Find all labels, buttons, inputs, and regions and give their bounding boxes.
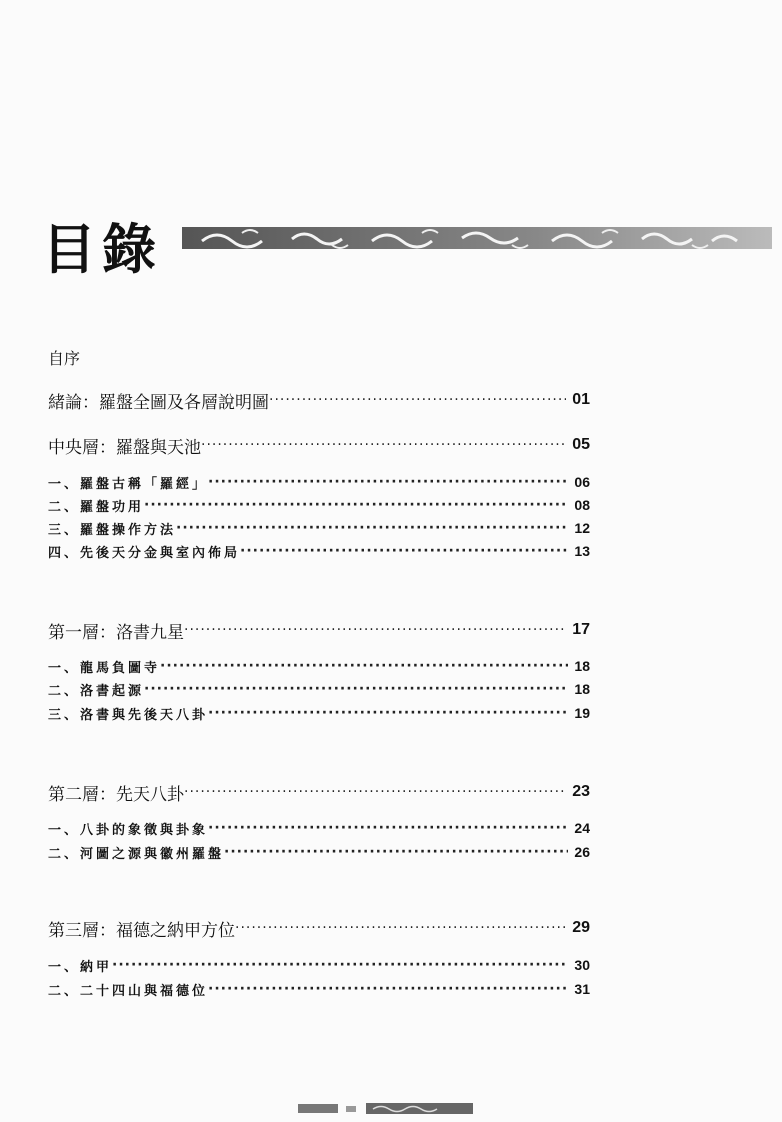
toc-leader: [235, 920, 566, 936]
toc-entry-page: 05: [572, 436, 590, 453]
toc-leader: [144, 681, 568, 697]
toc-entry-label: 三、羅盤操作方法: [48, 522, 177, 538]
toc-leader: [224, 844, 568, 860]
toc-entry-page: 18: [574, 658, 590, 674]
toc-subentry[interactable]: [48, 518, 590, 538]
toc-leader: [208, 474, 568, 490]
toc-entry-page: 23: [572, 783, 590, 800]
toc-subentry[interactable]: [48, 842, 590, 862]
toc-entry[interactable]: [48, 782, 590, 805]
toc-entry-label: 中央層：羅盤與天池: [48, 437, 201, 458]
toc-entry-page: 19: [574, 705, 590, 721]
toc-entry-label: 一、納甲: [48, 959, 113, 975]
toc-entry-page: 17: [572, 621, 590, 638]
toc-entry-label: 三、洛書與先後天八卦: [48, 707, 209, 723]
toc-entry[interactable]: [48, 390, 590, 413]
toc-leader: [208, 820, 568, 836]
toc-subentry[interactable]: [48, 679, 590, 699]
toc-leader: [144, 497, 568, 513]
toc-entry-label: 二、洛書起源: [48, 683, 145, 699]
toc-subentry[interactable]: [48, 979, 590, 999]
toc-leader: [112, 957, 568, 973]
toc-entry-page: 01: [572, 391, 590, 408]
toc-leader: [269, 392, 566, 408]
footer-ornament: [298, 1099, 473, 1117]
page-title: 目錄: [42, 217, 162, 281]
toc-entry-label: 二、河圖之源與徽州羅盤: [48, 846, 225, 862]
toc-entry-page: 08: [574, 497, 590, 513]
toc-entry-page: 31: [574, 981, 590, 997]
toc-entry-label: 一、八卦的象徵與卦象: [48, 822, 209, 838]
toc-entry-page: 29: [572, 919, 590, 936]
toc-header: [40, 205, 770, 280]
toc-entry-label: 第三層：福德之納甲方位: [48, 920, 235, 941]
toc-leader: [208, 981, 568, 997]
toc-entry-label: 第一層：洛書九星: [48, 622, 184, 643]
toc-leader: [160, 658, 568, 674]
decorative-cloud-banner: [182, 223, 772, 253]
toc-leader: [184, 622, 566, 638]
toc-entry-label: 第二層：先天八卦: [48, 784, 184, 805]
toc-entry-page: 24: [574, 820, 590, 836]
toc-entry-label: 四、先後天分金與室內佈局: [48, 545, 241, 561]
toc-subentry[interactable]: [48, 703, 590, 723]
toc-leader: [208, 705, 568, 721]
toc-entry-label: 二、羅盤功用: [48, 499, 145, 515]
toc-entry-page: 30: [574, 957, 590, 973]
toc-entry-label: 緒論：羅盤全圖及各層說明圖: [48, 392, 269, 413]
toc-entry[interactable]: [48, 918, 590, 941]
toc-entry[interactable]: [48, 435, 590, 458]
toc-entry-page: 26: [574, 844, 590, 860]
toc-leader: [184, 784, 566, 800]
toc-entry-page: 06: [574, 474, 590, 490]
toc-leader: [240, 543, 568, 559]
toc-leader: [176, 520, 568, 536]
toc-subentry[interactable]: [48, 541, 590, 561]
toc-subentry[interactable]: [48, 818, 590, 838]
toc-subentry[interactable]: [48, 656, 590, 676]
preface-heading[interactable]: 自序: [48, 349, 81, 368]
toc-leader: [201, 437, 566, 453]
toc-entry-page: 12: [574, 520, 590, 536]
toc-entry-label: 一、羅盤古稱「羅經」: [48, 476, 209, 492]
toc-entry[interactable]: [48, 620, 590, 643]
toc-entry-label: 二、二十四山與福德位: [48, 983, 209, 999]
toc-entry-page: 18: [574, 681, 590, 697]
toc-entry-label: 一、龍馬負圖寺: [48, 660, 161, 676]
toc-entry-page: 13: [574, 543, 590, 559]
toc-subentry[interactable]: [48, 495, 590, 515]
toc-subentry[interactable]: [48, 955, 590, 975]
toc-subentry[interactable]: [48, 472, 590, 492]
